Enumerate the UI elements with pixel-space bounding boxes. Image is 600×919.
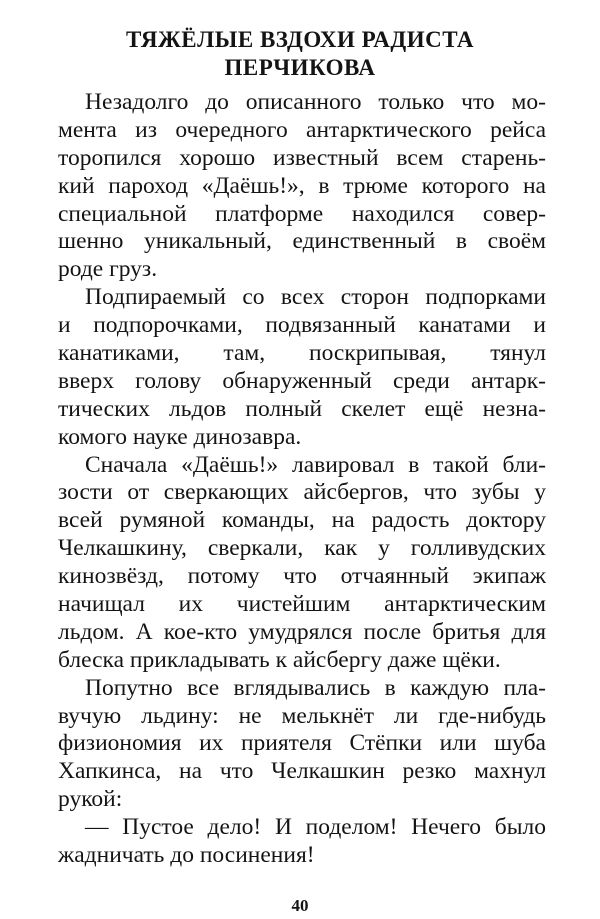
paragraph-3-line: кинозвёзд, потому что отчаянный экипаж [58, 563, 546, 590]
paragraph-1-line: кий пароход «Даёшь!», в трюме которого на [58, 172, 546, 199]
paragraph-3-line: Челкашкину, сверкали, как у голливудских [58, 535, 546, 562]
chapter-title-line-2: ПЕРЧИКОВА [224, 55, 376, 80]
paragraph-3-line: всей румяной команды, на радость доктору [58, 507, 546, 534]
paragraph-1-line: специальной платформе находился совер- [58, 200, 546, 227]
paragraph-4-line: вучую льдину: не мелькнёт ли где-нибудь [58, 702, 546, 729]
paragraph-4-line: Хапкинса, на что Челкашкин резко махнул [58, 758, 546, 785]
chapter-body-text [58, 89, 546, 870]
paragraph-4-line: Попутно все вглядывались в каждую пла- [85, 674, 546, 701]
paragraph-3-line: начищал их чистейшим антарктическим [58, 591, 546, 618]
paragraph-4-line: физиономия их приятеля Стёпки или шуба [58, 730, 546, 757]
paragraph-3-line: блеска прикладывать к айсбергу даже щёки. [58, 646, 501, 673]
paragraph-1-line: шенно уникальный, единственный в своём [58, 228, 546, 255]
paragraph-2-line: тических льдов полный скелет ещё незна- [58, 395, 546, 422]
paragraph-5-line: жадничать до посинения! [58, 842, 315, 869]
paragraph-3-line: Сначала «Даёшь!» лавировал в такой бли- [85, 451, 546, 478]
paragraph-2-line: канатиками, там, поскрипывая, тянул [58, 340, 546, 367]
paragraph-5-line: — Пустое дело! И поделом! Нечего было [85, 814, 546, 841]
paragraph-1-line: роде груз. [58, 256, 158, 283]
paragraph-4-line: рукой: [58, 786, 123, 813]
paragraph-2-line: Подпираемый со всех сторон подпорками [85, 284, 546, 311]
paragraph-2-line: комого науке динозавра. [58, 423, 302, 450]
paragraph-1-line: Незадолго до описанного только что мо- [85, 89, 546, 115]
paragraph-3-line: зости от сверкающих айсбергов, что зубы у [58, 479, 546, 506]
paragraph-2-line: вверх голову обнаруженный среди антарк- [58, 367, 546, 394]
paragraph-1-line: мента из очередного антарктического рейса [58, 116, 546, 143]
chapter-title-line-1: ТЯЖЁЛЫЕ ВЗДОХИ РАДИСТА [125, 27, 475, 52]
paragraph-3-line: льдом. А кое-кто умудрялся после бритья для [58, 618, 546, 645]
paragraph-1-line: торопился хорошо известный всем старень- [58, 144, 546, 171]
page-number: 40 [291, 896, 309, 915]
paragraph-2-line: и подпорочками, подвязанный канатами и [58, 312, 546, 339]
